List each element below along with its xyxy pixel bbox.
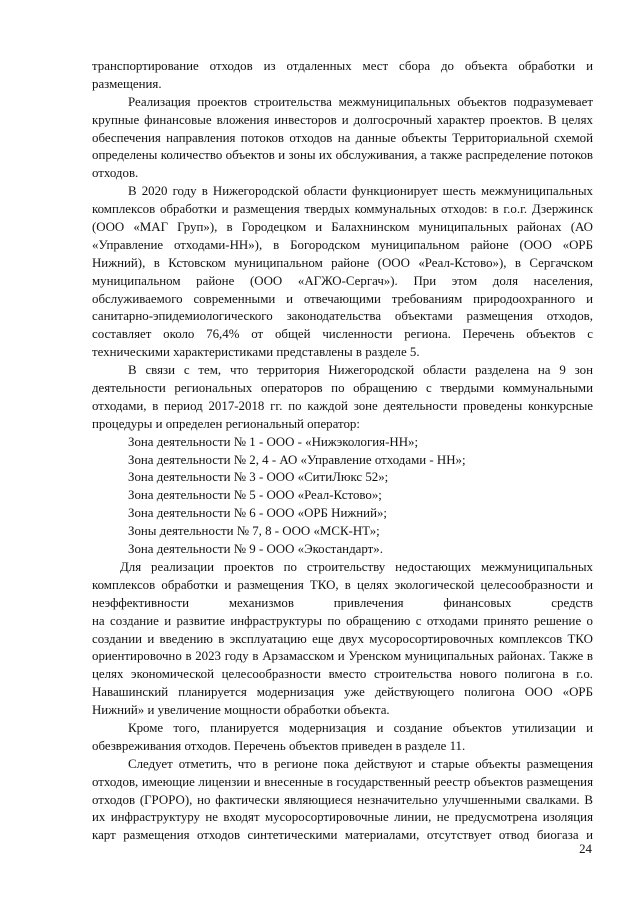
text-line: отходами, в период 2017-2018 гг. по каждой зоне деятельности проведены конкурсные xyxy=(92,398,593,413)
text-line: отходов, имеющие лицензии и внесенные в государственный реестр объектов размещения xyxy=(92,774,593,789)
text-line: В 2020 году в Нижегородской области функционирует шесть межмуниципальных xyxy=(128,184,593,199)
text-line: (ООО «МАГ Груп»), в Городецком и Балахнинском муниципальных районах (АО xyxy=(92,220,593,235)
text-line: В связи с тем, что территория Нижегородской области разделена на 9 зон xyxy=(128,363,593,378)
text-line: отходов (ГРОРО), но фактически являющиеся незначительно улучшенными свалками. В xyxy=(92,792,593,807)
text-line: Зона деятельности № 5 - ООО «Реал-Кстово»; xyxy=(128,488,382,503)
text-line: Зона деятельности № 1 - ООО - «Нижэкология-НН»; xyxy=(128,434,419,449)
text-line: обеспечения направления потоков отходов на данные объекты Территориальной схемой xyxy=(92,130,593,145)
text-line: размещения. xyxy=(92,76,162,91)
text-line: создании и введению в эксплуатацию еще двух мусоросортировочных комплексов ТКО xyxy=(92,631,593,646)
text-line: Навашинский планируется модернизация уже действующего полигона ООО «ОРБ xyxy=(92,685,593,700)
text-line: «Управление отходами-НН»), в Богородском муниципальном районе (ООО «ОРБ xyxy=(92,237,593,252)
text-line: муниципальном районе (ООО «АГЖО-Сергач»). При этом доля населения, xyxy=(92,273,593,288)
text-line: карт размещения отходов синтетическими материалами, отсутствует отвод биогаза и xyxy=(92,828,593,843)
document-body xyxy=(92,58,593,845)
text-line: Следует отметить, что в регионе пока действуют и старые объекты размещения xyxy=(128,756,593,771)
text-line: их инфраструктуру не входят мусоросортировочные линии, не предусмотрена изоляция xyxy=(92,810,593,825)
text-line: Зона деятельности № 2, 4 - АО «Управление отходами - НН»; xyxy=(128,452,466,467)
text-line: Зона деятельности № 6 - ООО «ОРБ Нижний»; xyxy=(128,506,388,521)
text-line: процедуры и определен региональный оператор: xyxy=(92,416,360,431)
text-line: комплексов обработки и размещения ТКО, в целях экологической целесообразности и xyxy=(92,577,593,592)
text-line: целях экономической целесообразности вместо строительства нового полигона в г.о. xyxy=(92,667,593,682)
page-number: 24 xyxy=(579,842,592,856)
text-line: Реализация проектов строительства межмуниципальных объектов подразумевает xyxy=(128,94,593,109)
text-line: отходов. xyxy=(92,166,139,181)
text-line: деятельности региональных операторов по обращению с твердыми коммунальными xyxy=(92,381,593,396)
text-line: составляет около 76,4% от общей численности региона. Перечень объектов с xyxy=(92,327,593,342)
text-line: на создание и развитие инфраструктуры по обращению с отходами принято решение о xyxy=(92,613,593,628)
text-line: Зона деятельности № 9 - ООО «Экостандарт». xyxy=(128,542,383,557)
text-line: обезвреживания отходов. Перечень объектов приведен в разделе 11. xyxy=(92,738,466,753)
text-line: Для реализации проектов по строительству недостающих межмуниципальных xyxy=(120,559,593,574)
text-line: Нижний» и увеличение мощности обработки объекта. xyxy=(92,703,390,718)
text-line: комплексов обработки и размещения твердых коммунальных отходов: в г.о.г. Дзержинск xyxy=(92,202,593,217)
text-line: техническими характеристиками представлены в разделе 5. xyxy=(92,345,420,360)
text-line: санитарно-эпидемиологического законодательства объектами размещения отходов, xyxy=(92,309,593,324)
text-line: ориентировочно в 2023 году в Арзамасском и Уренском муниципальных районах. Также в xyxy=(92,649,593,664)
text-line: обслуживаемого современными и отвечающими требованиям природоохранного и xyxy=(92,291,593,306)
text-line: определены количество объектов и зоны их обслуживания, а также распределение потоков xyxy=(92,148,593,163)
text-line: Зона деятельности № 3 - ООО «СитиЛюкс 52»; xyxy=(128,470,389,485)
text-line: Кроме того, планируется модернизация и создание объектов утилизации и xyxy=(128,720,593,735)
text-line: крупные финансовые вложения инвесторов и долгосрочный характер проектов. В целях xyxy=(92,112,593,127)
text-line: неэффективности механизмов привлечения финансовых средств xyxy=(92,595,593,610)
text-line: Зоны деятельности № 7, 8 - ООО «МСК-НТ»; xyxy=(128,524,380,539)
text-line: Нижний), в Кстовском муниципальном районе (ООО «Реал-Кстово»), в Сергачском xyxy=(92,255,593,270)
text-line: транспортирование отходов из отдаленных мест сбора до объекта обработки и xyxy=(92,59,593,73)
